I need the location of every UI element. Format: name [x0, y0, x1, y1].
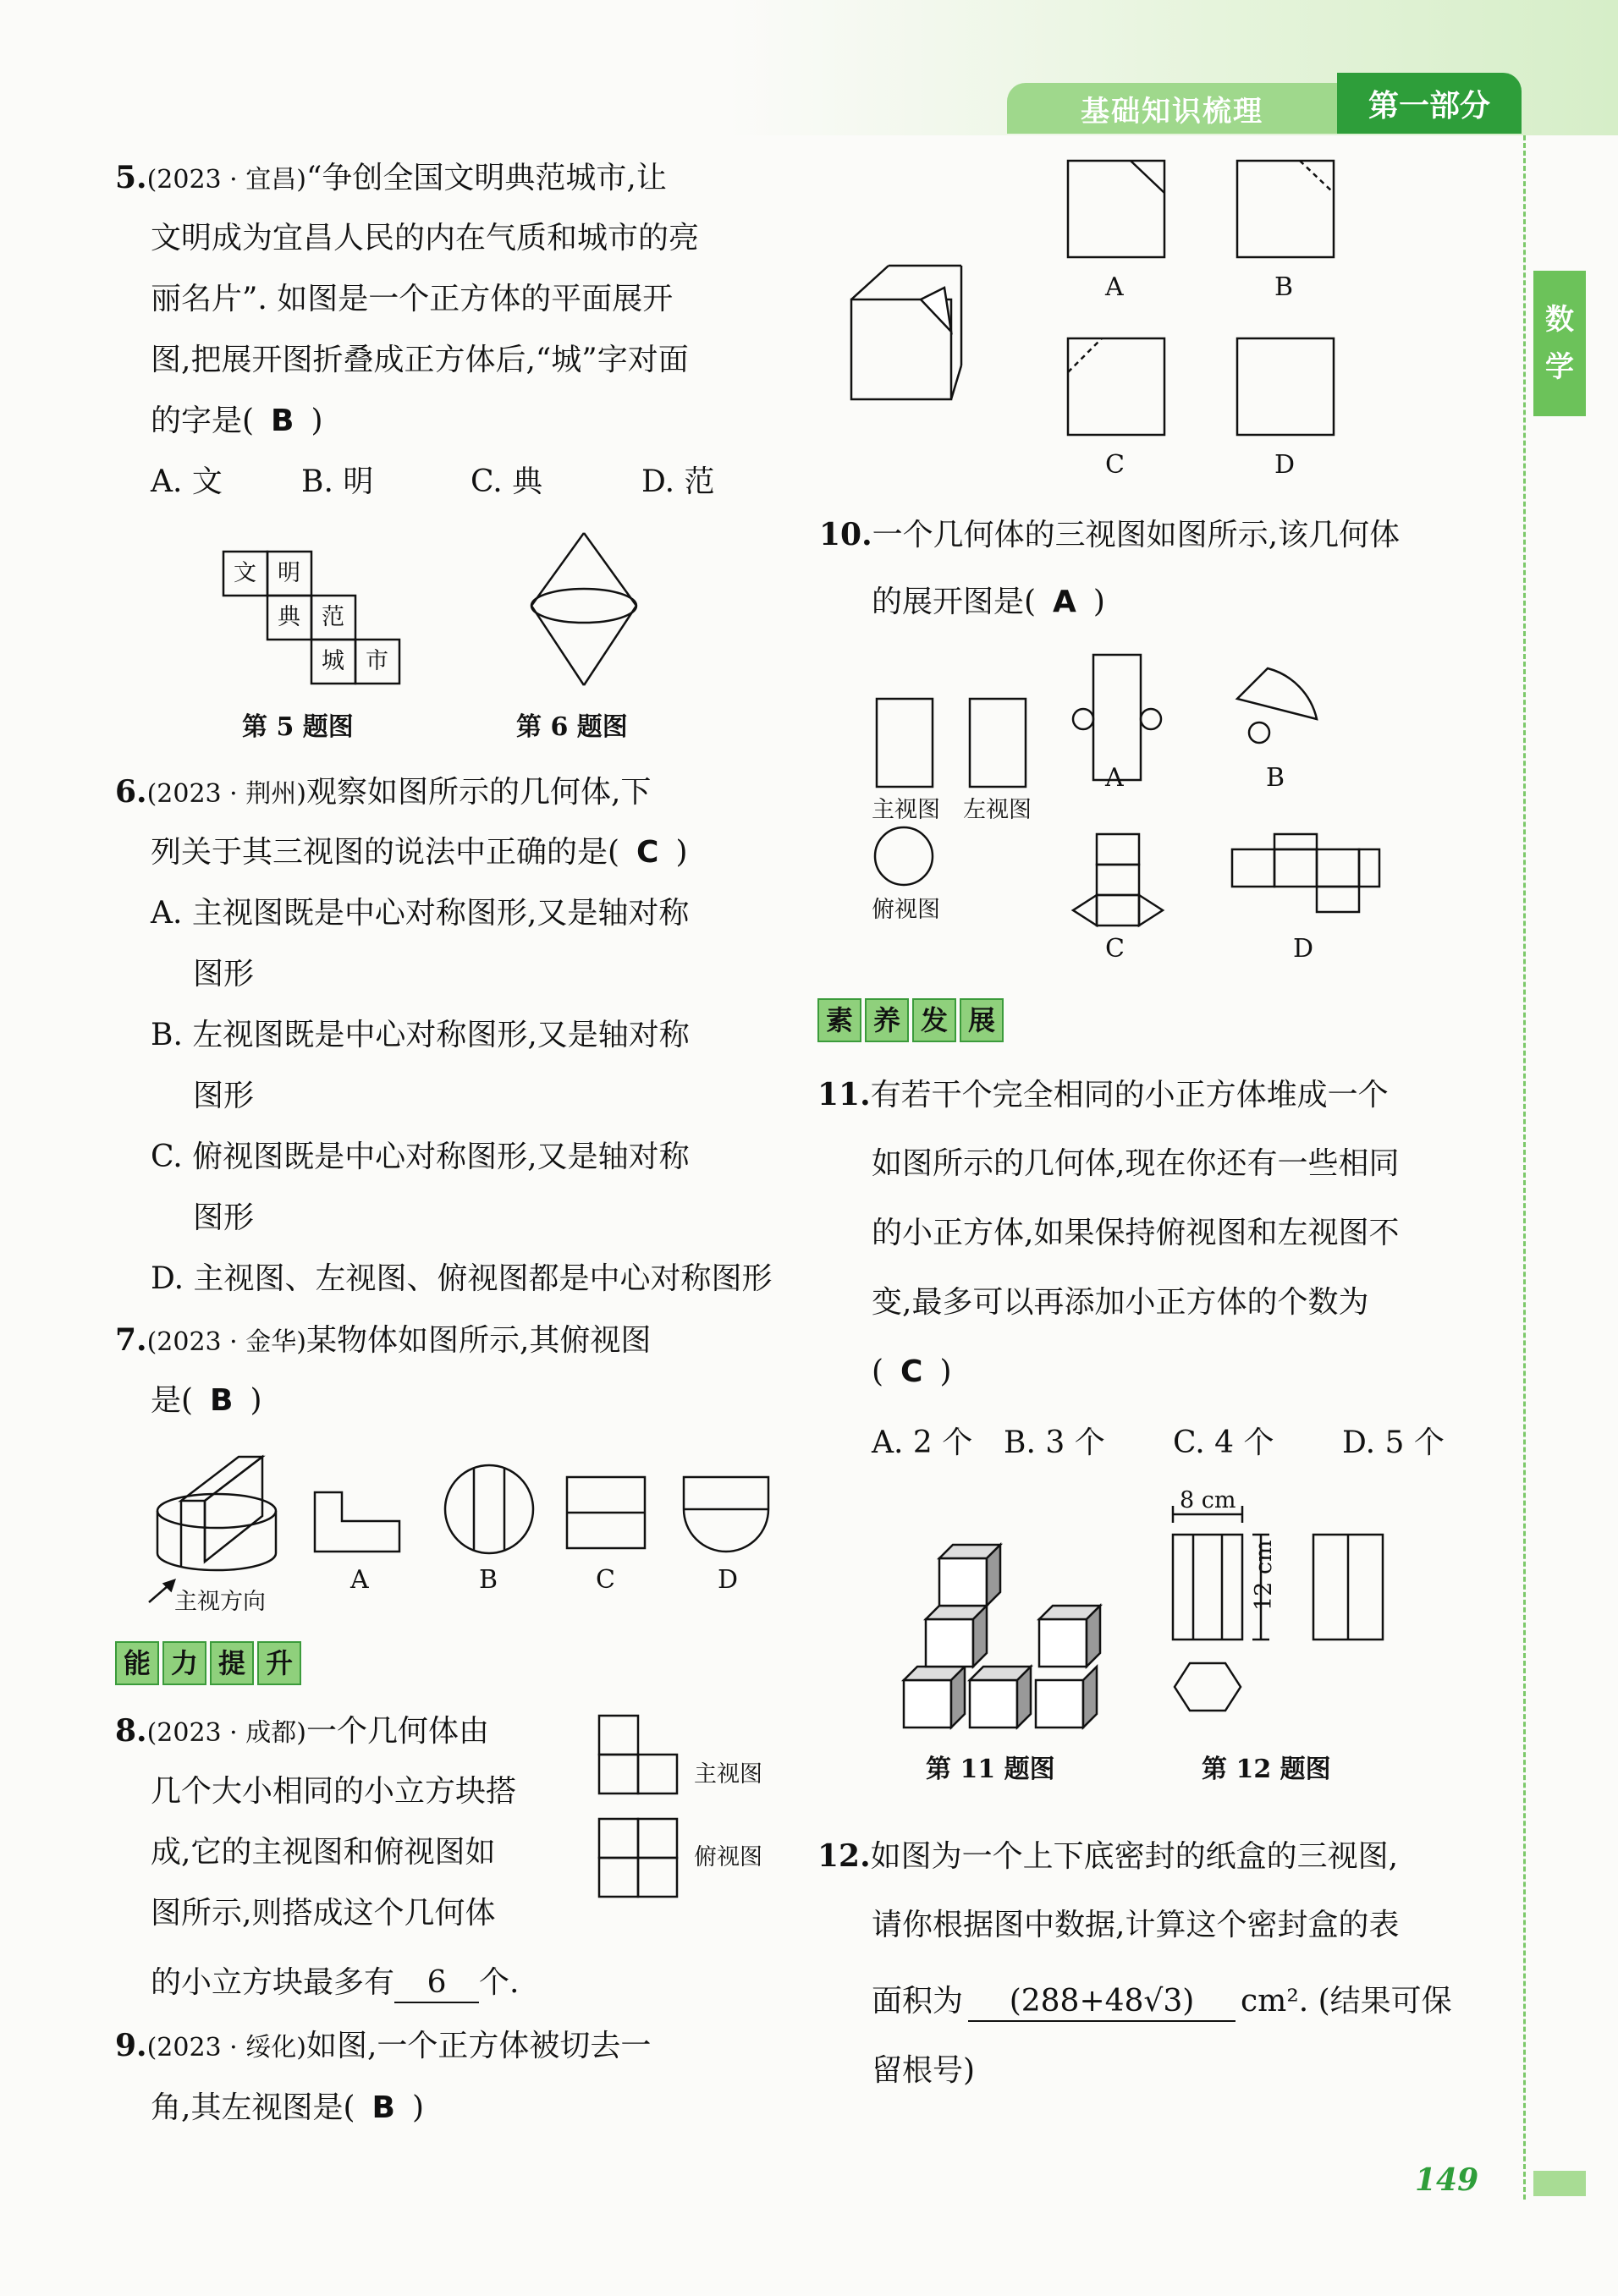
q10-line-2 [872, 584, 1105, 621]
q5-answer: B [271, 404, 294, 438]
q9-option-c-shape [1068, 338, 1164, 435]
q10-left-label: 左视图 [963, 797, 1032, 823]
net-char-wen: 文 [234, 560, 256, 586]
q12-width-label: 8 cm [1180, 1487, 1236, 1513]
q9-label-d: D [1274, 450, 1296, 480]
section-literacy-header [817, 998, 1004, 1042]
q9-text-2: 角,其左视图是( [151, 2090, 355, 2125]
q10-label-c: C [1105, 934, 1125, 964]
q7-line-1 [115, 1321, 651, 1361]
q11-line-4: 变,最多可以再添加小正方体的个数为 [872, 1285, 1369, 1320]
net-char-cheng: 城 [322, 648, 344, 674]
q12-left-view [1313, 1535, 1383, 1640]
q8-close: 个. [479, 1965, 520, 2000]
cone-top-left [531, 533, 584, 606]
q11-open: ( [872, 1354, 884, 1389]
q7-close: ) [250, 1383, 262, 1418]
section2-char-2: 养 [865, 998, 909, 1042]
net-char-dian: 典 [278, 604, 300, 630]
q6-close: ) [675, 835, 688, 870]
q9-option-b-shape [1237, 161, 1334, 257]
q10-option-d-net [1232, 834, 1379, 912]
q7-line-2 [151, 1382, 262, 1420]
q12-text-3: 面积为 [872, 1984, 964, 2019]
q5-text-1: “争创全国文明典范城市,让 [305, 161, 667, 195]
section-char-3: 提 [210, 1641, 254, 1685]
q5-option-a: A. 文 [151, 464, 223, 499]
q6-text-2: 列关于其三视图的说法中正确的是( [151, 835, 620, 870]
q6-figure-caption: 第 6 题图 [516, 712, 628, 742]
subject-char-2: 学 [1545, 350, 1574, 384]
q12-answer: (288+48√3) [968, 1983, 1236, 2022]
subject-char-1: 数 [1545, 303, 1574, 337]
q9-option-a-shape [1068, 161, 1164, 257]
q6-source: (2023 · 荆州) [146, 779, 306, 809]
q5-number: 5. [115, 160, 147, 195]
q5-text-5: 的字是( [151, 404, 255, 438]
q7-source: (2023 · 金华) [146, 1327, 306, 1357]
q12-text-3b: cm². (结果可保 [1241, 1984, 1452, 2019]
q7-label-b: B [479, 1565, 498, 1595]
q8-line-2: 几个大小相同的小立方块搭 [151, 1774, 517, 1809]
q10-option-c-net [1073, 834, 1163, 926]
q12-top-view-hexagon [1175, 1663, 1241, 1711]
q7-solid [149, 1457, 276, 1602]
q9-number: 9. [115, 2028, 147, 2063]
q6-answer: C [636, 835, 659, 870]
q6-option-d: D. 主视图、左视图、俯视图都是中心对称图形 [151, 1261, 773, 1296]
q6-line-2 [151, 834, 688, 871]
q8-text-1: 一个几何体由 [305, 1714, 489, 1749]
q6-option-c: C. 俯视图既是中心对称图形,又是轴对称 [151, 1140, 690, 1174]
cone-top-right [584, 533, 636, 606]
q9-text-1: 如图,一个正方体被切去一 [305, 2029, 652, 2063]
q7-answer: B [210, 1383, 234, 1418]
q12-line-2: 请你根据图中数据,计算这个密封盒的表 [872, 1908, 1400, 1942]
q7-direction-label: 主视方向 [174, 1589, 266, 1615]
q7-option-a-shape [315, 1492, 399, 1552]
q10-line-1 [819, 516, 1400, 554]
q6-line-1 [115, 773, 651, 813]
q9-label-a: A [1105, 272, 1124, 302]
q7-number: 7. [115, 1322, 147, 1358]
header-part-label: 第一部分 [1337, 73, 1522, 134]
q11-text-1: 有若干个完全相同的小正方体堆成一个 [870, 1078, 1389, 1112]
cone-rim [531, 589, 636, 623]
q7-option-d-shape [684, 1477, 768, 1552]
q12-views [0, 0, 8, 8]
q12-text-1: 如图为一个上下底密封的纸盒的三视图, [870, 1839, 1399, 1874]
q8-line-5 [151, 1964, 519, 2003]
q8-answer: 6 [394, 1964, 479, 2003]
q6-number: 6. [115, 774, 147, 810]
q8-line-3: 成,它的主视图和俯视图如 [151, 1835, 496, 1870]
q5-line-1 [115, 159, 667, 199]
q9-line-1 [115, 2027, 651, 2067]
section-ability-header [115, 1641, 301, 1685]
q11-answer: C [900, 1354, 923, 1389]
q11-line-3: 的小正方体,如果保持俯视图和左视图不 [872, 1216, 1400, 1250]
cone-bottom-left [531, 606, 584, 685]
section2-char-3: 发 [912, 998, 956, 1042]
q10-close: ) [1092, 585, 1105, 619]
q6-option-b: B. 左视图既是中心对称图形,又是轴对称 [151, 1018, 690, 1052]
q7-option-b-shape [445, 1465, 533, 1553]
q10-number: 10. [819, 517, 872, 552]
q10-front-view [877, 699, 933, 787]
margin-divider [1523, 135, 1526, 2200]
footer-tab [1533, 2171, 1586, 2196]
q10-front-label: 主视图 [872, 797, 940, 823]
q5-line-5 [151, 403, 323, 440]
net-char-ming: 明 [278, 560, 300, 586]
q8-number: 8. [115, 1713, 147, 1749]
q5-line-4: 图,把展开图折叠成正方体后,“城”字对面 [151, 343, 689, 377]
section2-char-4: 展 [960, 998, 1004, 1042]
q12-line-1 [817, 1837, 1398, 1876]
q5-option-c: C. 典 [471, 464, 543, 499]
q11-figure-caption: 第 11 题图 [926, 1755, 1055, 1784]
q10-top-label: 俯视图 [872, 897, 940, 923]
q12-line-4: 留根号) [872, 2053, 976, 2088]
q5-figure-caption: 第 5 题图 [242, 712, 354, 742]
q10-label-a: A [1105, 763, 1124, 793]
q6-option-c-cont: 图形 [193, 1200, 255, 1235]
page-number: 149 [1415, 2162, 1479, 2198]
q9-option-d-shape [1237, 338, 1334, 435]
q8-front-view [599, 1716, 677, 1793]
q5-line-3: 丽名片”. 如图是一个正方体的平面展开 [151, 282, 674, 316]
q6-option-a-cont: 图形 [193, 957, 255, 991]
q10-text-1: 一个几何体的三视图如图所示,该几何体 [872, 518, 1401, 552]
q7-text-2: 是( [151, 1383, 194, 1418]
net-char-fan: 范 [322, 604, 344, 630]
q9-line-2 [151, 2090, 424, 2127]
q9-answer: B [371, 2090, 395, 2125]
q12-height-label: 12 cm [1251, 1540, 1277, 1611]
q8-front-label: 主视图 [694, 1761, 762, 1788]
cone-bottom-right [584, 606, 636, 685]
q5-option-d: D. 范 [641, 464, 715, 499]
q9-cut-cube [851, 266, 961, 399]
q9-source: (2023 · 绥化) [146, 2033, 306, 2063]
q6-option-a: A. 主视图既是中心对称图形,又是轴对称 [151, 896, 690, 931]
q6-text-1: 观察如图所示的几何体,下 [305, 775, 652, 810]
q7-text-1: 某物体如图所示,其俯视图 [305, 1323, 652, 1358]
q7-label-c: C [596, 1565, 615, 1595]
q11-number: 11. [817, 1077, 871, 1112]
q11-option-b: B. 3 个 [1004, 1425, 1105, 1460]
q8-top-view [599, 1819, 677, 1897]
q10-label-b: B [1266, 763, 1285, 793]
q10-answer: A [1053, 585, 1076, 619]
q12-figure-caption: 第 12 题图 [1202, 1755, 1331, 1784]
q7-label-a: A [350, 1565, 369, 1595]
q11-option-a: A. 2 个 [872, 1425, 973, 1460]
section2-char-1: 素 [817, 998, 861, 1042]
net-char-shi: 市 [366, 648, 388, 674]
q9-close: ) [411, 2090, 424, 2125]
q10-top-view [875, 827, 933, 885]
q12-number: 12. [817, 1838, 871, 1874]
q9-label-b: B [1274, 272, 1294, 302]
q11-option-d: D. 5 个 [1342, 1425, 1445, 1460]
q5-option-b: B. 明 [301, 464, 374, 499]
q7-label-d: D [718, 1565, 739, 1595]
q5-source: (2023 · 宜昌) [146, 165, 306, 195]
q7-option-c-shape [567, 1477, 645, 1548]
q8-top-label: 俯视图 [694, 1844, 762, 1870]
q10-text-2: 的展开图是( [872, 585, 1037, 619]
q5-close: ) [311, 404, 323, 438]
q12-line-3 [872, 1983, 1452, 2022]
subject-tab [1533, 271, 1586, 416]
q9-label-c: C [1105, 450, 1125, 480]
header-section-label: 基础知识梳理 [1007, 83, 1337, 134]
q11-line-1 [817, 1076, 1389, 1114]
q10-option-b-net [1237, 668, 1317, 743]
q12-front-view [1173, 1535, 1242, 1640]
q11-line-2: 如图所示的几何体,现在你还有一些相同 [872, 1146, 1400, 1181]
section-char-2: 力 [162, 1641, 206, 1685]
q8-line-4: 图所示,则搭成这个几何体 [151, 1896, 496, 1931]
q8-source: (2023 · 成都) [146, 1718, 306, 1748]
section-char-4: 升 [257, 1641, 301, 1685]
q6-option-b-cont: 图形 [193, 1079, 255, 1113]
q10-left-view [970, 699, 1026, 787]
q8-line-1 [115, 1712, 489, 1752]
q11-line-5 [872, 1354, 952, 1391]
q5-line-2: 文明成为宜昌人民的内在气质和城市的亮 [151, 221, 700, 255]
q8-text-5: 的小立方块最多有 [151, 1965, 395, 2000]
q11-close: ) [939, 1354, 952, 1389]
q10-label-d: D [1293, 934, 1314, 964]
q11-option-c: C. 4 个 [1173, 1425, 1274, 1460]
section-char-1: 能 [115, 1641, 159, 1685]
